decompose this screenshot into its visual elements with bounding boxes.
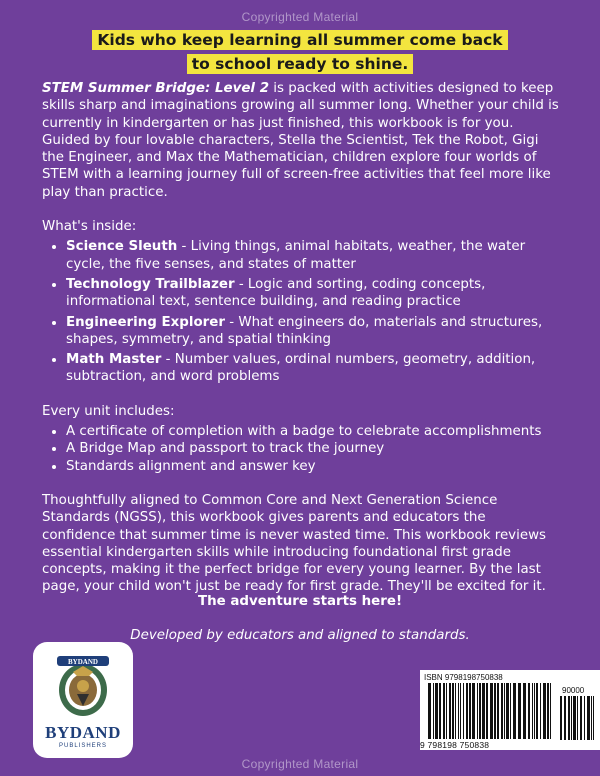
- barcode-stripe: [513, 683, 516, 739]
- barcode-stripe: [560, 696, 562, 740]
- barcode-stripe: [433, 683, 434, 739]
- barcode-stripe: [534, 683, 535, 739]
- barcode-stripe: [564, 696, 566, 740]
- barcode-stripe: [479, 683, 481, 739]
- closing-paragraph: Thoughtfully aligned to Common Core and Next Generation Science Standards (NGSS), this workbook gives parents and educators the confidence that summer time is never wasted time. This workbook reviews essential kindergarten skills while introducing foundational first grade concepts, making it the perfect bridge for every young learner. By the last page, your child won't just be ready for first grade. They'll be excited for it.: [42, 492, 546, 595]
- barcode-stripe: [571, 696, 572, 740]
- list-item: [66, 351, 562, 386]
- barcode-stripe: [482, 683, 485, 739]
- item-title: Math Master: [66, 352, 162, 368]
- unit-includes-label: Every unit includes:: [42, 403, 175, 419]
- price-barcode-bars: [560, 696, 596, 740]
- barcode-stripe: [506, 683, 509, 739]
- list-item: • A certificate of completion with a badge to celebrate accomplishments: [66, 423, 562, 440]
- barcode-stripe: [591, 696, 592, 740]
- unit-includes-list: [42, 423, 562, 475]
- logo-sub: PUBLISHERS: [58, 743, 107, 749]
- barcode-stripe: [501, 683, 503, 739]
- crest-motto: BYDAND: [68, 658, 98, 666]
- barcode-stripe: [543, 683, 546, 739]
- barcode-stripe: [490, 683, 493, 739]
- barcode-stripe: [510, 683, 511, 739]
- barcode-stripe: [435, 683, 438, 739]
- barcode-stripe: [587, 696, 590, 740]
- barcode-stripe: [458, 683, 459, 739]
- watermark-bottom: Copyrighted Material: [241, 757, 359, 771]
- barcode-digits: 9 798198 750838: [420, 740, 490, 750]
- item-title: Science Sleuth: [66, 239, 178, 255]
- barcode-stripe: [472, 683, 475, 739]
- barcode-stripe: [452, 683, 454, 739]
- barcode-stripe: [540, 683, 541, 739]
- barcode-stripe: [532, 683, 533, 739]
- crest-icon: [53, 648, 113, 722]
- barcode-stripe: [439, 683, 441, 739]
- barcode-stripe: [580, 696, 582, 740]
- tagline: The adventure starts here!: [197, 594, 403, 609]
- item-text: - What engineers do, materials and structures, shapes, symmetry, and spatial thinking: [66, 314, 543, 347]
- list-item: [66, 238, 562, 273]
- list-item: [66, 276, 562, 311]
- headline: [88, 28, 512, 76]
- barcode-stripe: [536, 683, 538, 739]
- barcode-bars: [428, 683, 554, 739]
- barcode-stripe: [504, 683, 505, 739]
- item-text: - Logic and sorting, coding concepts, informational text, sentence building, and reading practice: [66, 276, 486, 310]
- barcode-stripe: [550, 683, 551, 739]
- barcode-stripe: [528, 683, 530, 739]
- barcode-stripe: [455, 683, 456, 739]
- logo-name: BYDAND: [45, 723, 121, 742]
- barcode-stripe: [573, 696, 576, 740]
- barcode-stripe: [497, 683, 499, 739]
- barcode-stripe: [460, 683, 461, 739]
- barcode-stripe: [463, 683, 464, 739]
- barcode: [420, 670, 600, 750]
- intro-paragraph: [42, 80, 562, 201]
- barcode-stripe: [446, 683, 447, 739]
- barcode-stripe: [518, 683, 521, 739]
- whats-inside-list: [42, 238, 562, 385]
- item-title: Engineering Explorer: [66, 314, 225, 330]
- barcode-stripe: [577, 696, 578, 740]
- barcode-stripe: [547, 683, 549, 739]
- list-item: • A Bridge Map and passport to track the journey: [66, 440, 562, 457]
- subline: Developed by educators and aligned to standards.: [130, 628, 470, 643]
- description-body: [42, 80, 562, 596]
- list-item: [66, 314, 562, 349]
- barcode-stripe: [494, 683, 496, 739]
- barcode-stripe: [428, 683, 431, 739]
- watermark-top: Copyrighted Material: [241, 10, 359, 24]
- publisher-logo: [33, 642, 133, 758]
- barcode-stripe: [593, 696, 594, 740]
- barcode-stripe: [486, 683, 488, 739]
- book-title: STEM Summer Bridge: Level 2: [42, 81, 270, 96]
- intro-text: is packed with activities designed to keep skills sharp and imaginations growing all summer long. Whether your child is currently in kindergarten or has just finished, this workbook is for you. Guided by four lovable characters, Stella the Scientist, Tek the Robot, Gigi the Engineer, and Max the Mathematician, children explore four worlds of STEM with a learning journey full of screen-free activities that feel more like play than practice.: [42, 81, 559, 200]
- barcode-stripe: [466, 683, 468, 739]
- headline-text: Kids who keep learning all summer come back to school ready to shine.: [92, 30, 507, 74]
- whats-inside-label: What's inside:: [42, 219, 137, 235]
- isbn-text: ISBN 9798198750838: [424, 673, 503, 682]
- item-title: Technology Trailblazer: [66, 276, 235, 292]
- barcode-stripe: [443, 683, 445, 739]
- barcode-stripe: [449, 683, 451, 739]
- price-code: 90000: [562, 686, 585, 695]
- item-text: - Number values, ordinal numbers, geometry, addition, subtraction, and word problems: [66, 352, 536, 385]
- barcode-stripe: [469, 683, 471, 739]
- barcode-stripe: [568, 696, 570, 740]
- barcode-stripe: [477, 683, 478, 739]
- list-item: • Standards alignment and answer key: [66, 458, 562, 475]
- item-text: - Living things, animal habitats, weather, the water cycle, the five senses, and states of matter: [66, 239, 526, 272]
- barcode-stripe: [523, 683, 526, 739]
- barcode-stripe: [584, 696, 585, 740]
